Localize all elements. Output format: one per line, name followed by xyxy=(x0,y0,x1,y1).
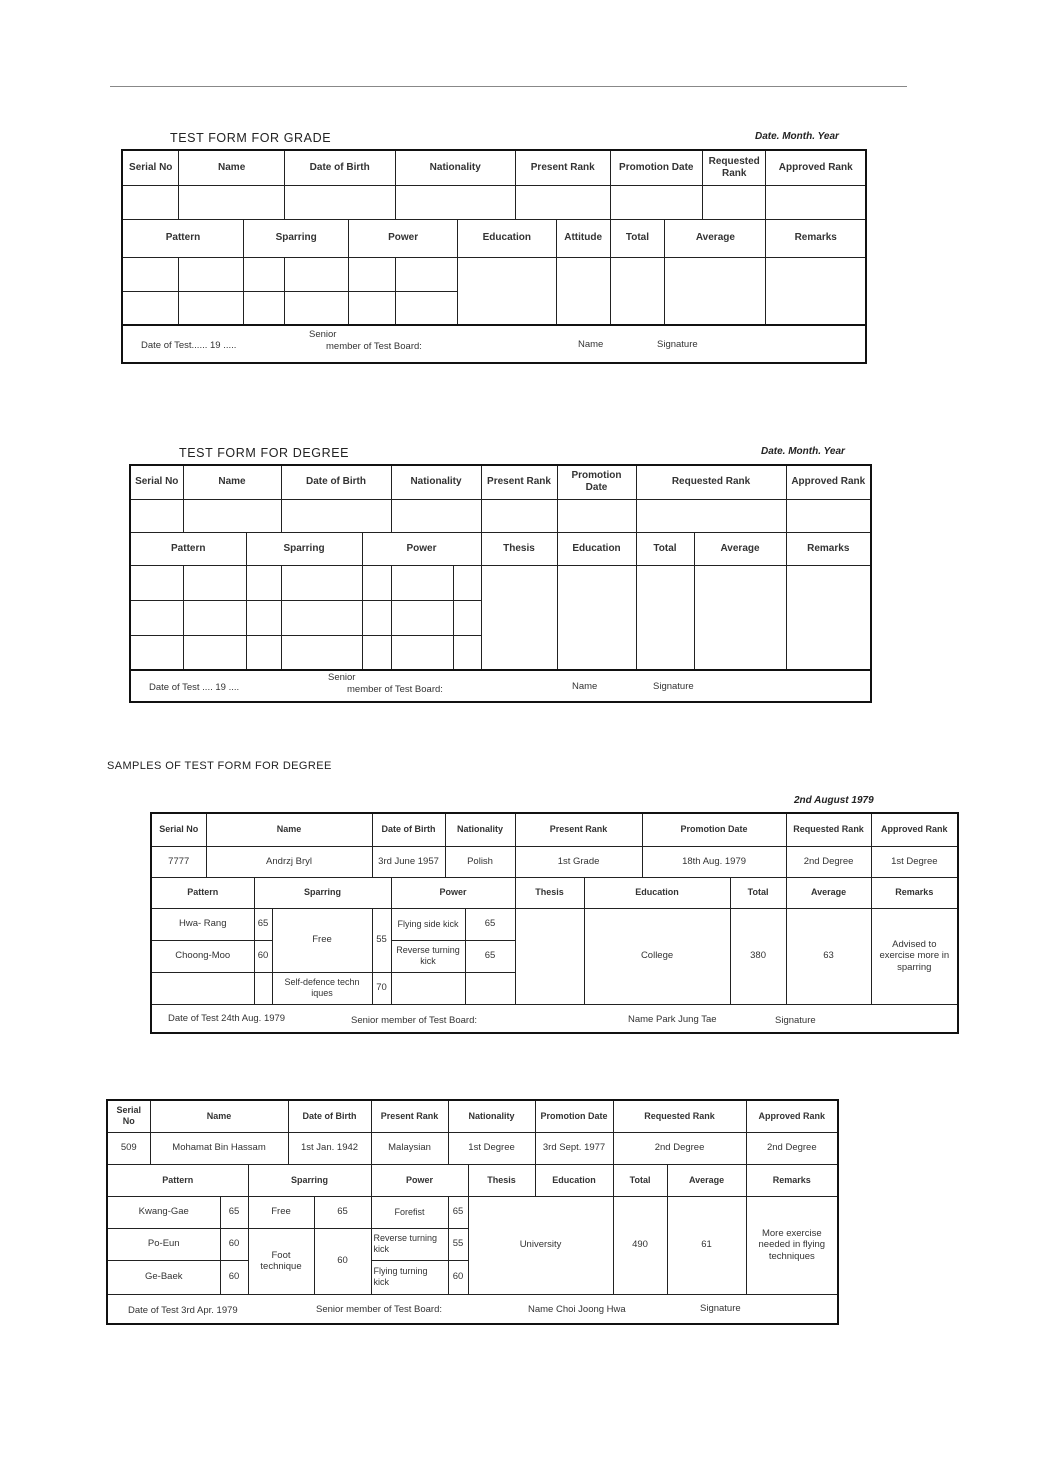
degree-score-sparring: Sparring xyxy=(246,532,362,565)
s1-value-present-rank: 1st Grade xyxy=(515,846,642,877)
s2-value-nationality: 1st Degree xyxy=(448,1132,535,1164)
s2-value-name: Mohamat Bin Hassam xyxy=(150,1132,288,1164)
s1-power-2-score: 65 xyxy=(465,940,515,972)
s2-header-approved-rank: Approved Rank xyxy=(746,1100,838,1132)
s1-score-remarks: Remarks xyxy=(871,877,958,908)
s2-remarks-value: More exercise needed in flying techniques xyxy=(746,1196,838,1294)
s1-header-serial: Serial No xyxy=(151,813,206,846)
s1-header-nationality: Nationality xyxy=(445,813,515,846)
grade-header-name: Name xyxy=(179,150,284,185)
s1-power-2-name: Reverse turning kick xyxy=(391,940,465,972)
s2-power-1-score: 65 xyxy=(448,1196,468,1228)
s2-score-thesis: Thesis xyxy=(468,1164,535,1196)
s1-header-name: Name xyxy=(206,813,372,846)
grade-header-serial: Serial No xyxy=(122,150,179,185)
sample1-date: 2nd August 1979 xyxy=(794,795,874,806)
s2-power-2-name: Reverse turning kick xyxy=(371,1228,448,1260)
s1-pattern-1-score: 65 xyxy=(254,908,272,940)
s2-header-nationality: Nationality xyxy=(448,1100,535,1132)
s2-pattern-2-name: Po-Eun xyxy=(107,1228,220,1260)
s2-pattern-1-name: Kwang-Gae xyxy=(107,1196,220,1228)
degree-score-remarks: Remarks xyxy=(786,532,871,565)
grade-header-nationality: Nationality xyxy=(395,150,515,185)
s1-header-dob: Date of Birth xyxy=(372,813,445,846)
degree-form-date-caption: Date. Month. Year xyxy=(761,446,845,457)
grade-score-remarks: Remarks xyxy=(766,219,866,257)
s1-header-promotion-date: Promotion Date xyxy=(642,813,786,846)
s2-footer-date: Date of Test 3rd Apr. 1979 xyxy=(128,1304,238,1316)
grade-score-sparring: Sparring xyxy=(243,219,348,257)
sample1-table xyxy=(150,812,959,1034)
s2-header-present-rank: Present Rank xyxy=(371,1100,448,1132)
degree-score-pattern: Pattern xyxy=(130,532,246,565)
s2-pattern-2-score: 60 xyxy=(220,1228,248,1260)
s2-pattern-1-score: 65 xyxy=(220,1196,248,1228)
s2-average-value: 61 xyxy=(667,1196,746,1294)
s1-footer-name: Name Park Jung Tae xyxy=(628,1013,717,1025)
degree-header-approved-rank: Approved Rank xyxy=(786,465,871,499)
s1-value-nationality: Polish xyxy=(445,846,515,877)
s1-footer-signature: Signature xyxy=(775,1014,816,1026)
s2-value-promotion-date: 3rd Sept. 1977 xyxy=(535,1132,613,1164)
s1-remarks-value: Advised to exercise more in sparring xyxy=(871,908,958,1004)
s1-footer-senior: Senior member of Test Board: xyxy=(351,1014,478,1026)
sample2-table xyxy=(106,1099,839,1325)
s1-score-total: Total xyxy=(730,877,786,908)
s2-education-value: University xyxy=(468,1196,613,1294)
grade-form-table xyxy=(121,149,867,364)
s2-power-3-name: Flying turning kick xyxy=(371,1260,448,1294)
degree-header-dob: Date of Birth xyxy=(281,465,391,499)
grade-header-dob: Date of Birth xyxy=(284,150,395,185)
grade-header-approved-rank: Approved Rank xyxy=(766,150,866,185)
s1-header-requested-rank: Requested Rank xyxy=(786,813,871,846)
degree-footer-senior: Senior xyxy=(328,672,356,683)
s1-thesis-cell xyxy=(515,908,584,1004)
samples-heading: SAMPLES OF TEST FORM FOR DEGREE xyxy=(107,760,332,772)
s1-total-value: 380 xyxy=(730,908,786,1004)
grade-footer-name: Name xyxy=(578,339,604,350)
degree-form-table xyxy=(129,464,872,703)
s1-score-pattern: Pattern xyxy=(151,877,254,908)
s2-header-promotion-date: Promotion Date xyxy=(535,1100,613,1132)
s1-pattern-2-name: Choong-Moo xyxy=(151,940,254,972)
s1-score-thesis: Thesis xyxy=(515,877,584,908)
degree-score-thesis: Thesis xyxy=(481,532,557,565)
s2-sparring-2-name: Foot technique xyxy=(248,1228,314,1294)
degree-score-education: Education xyxy=(557,532,636,565)
s2-footer-signature: Signature xyxy=(700,1302,741,1314)
s2-sparring-1-name: Free xyxy=(248,1196,314,1228)
s2-footer-name: Name Choi Joong Hwa xyxy=(528,1303,626,1315)
s1-value-dob: 3rd June 1957 xyxy=(372,846,445,877)
s2-header-dob: Date of Birth xyxy=(288,1100,371,1132)
degree-footer-member: member of Test Board: xyxy=(347,684,443,695)
degree-header-requested-rank: Requested Rank xyxy=(636,465,786,499)
s2-header-serial: Serial No xyxy=(107,1100,150,1132)
s2-value-dob: 1st Jan. 1942 xyxy=(288,1132,371,1164)
s1-average-value: 63 xyxy=(786,908,871,1004)
degree-header-promotion-date: Promotion Date xyxy=(557,465,636,499)
s2-sparring-2-score: 60 xyxy=(314,1228,371,1294)
grade-score-power: Power xyxy=(349,219,458,257)
s2-pattern-3-score: 60 xyxy=(220,1260,248,1294)
s2-score-pattern: Pattern xyxy=(107,1164,248,1196)
s2-value-approved-rank: 2nd Degree xyxy=(746,1132,838,1164)
grade-score-pattern: Pattern xyxy=(122,219,243,257)
s1-score-power: Power xyxy=(391,877,515,908)
s1-header-present-rank: Present Rank xyxy=(515,813,642,846)
grade-header-requested-rank: Requested Rank xyxy=(703,150,766,185)
s2-score-power: Power xyxy=(371,1164,468,1196)
s2-power-3-score: 60 xyxy=(448,1260,468,1294)
grade-score-total: Total xyxy=(610,219,665,257)
degree-footer-date: Date of Test .... 19 .... xyxy=(149,682,240,693)
s2-value-requested-rank: 2nd Degree xyxy=(613,1132,746,1164)
s2-total-value: 490 xyxy=(613,1196,667,1294)
degree-footer-signature: Signature xyxy=(653,681,694,692)
grade-score-attitude: Attitude xyxy=(556,219,610,257)
s1-value-promotion-date: 18th Aug. 1979 xyxy=(642,846,786,877)
s2-value-present-rank: Malaysian xyxy=(371,1132,448,1164)
s2-sparring-1-score: 65 xyxy=(314,1196,371,1228)
s1-footer-date: Date of Test 24th Aug. 1979 xyxy=(168,1012,286,1024)
s2-power-2-score: 55 xyxy=(448,1228,468,1260)
grade-header-promotion-date: Promotion Date xyxy=(610,150,702,185)
s2-pattern-3-name: Ge-Baek xyxy=(107,1260,220,1294)
grade-footer-member: member of Test Board: xyxy=(326,341,422,352)
degree-score-total: Total xyxy=(636,532,694,565)
s1-score-average: Average xyxy=(786,877,871,908)
grade-form-date-caption: Date. Month. Year xyxy=(755,131,839,142)
s1-pattern-2-score: 60 xyxy=(254,940,272,972)
s2-score-remarks: Remarks xyxy=(746,1164,838,1196)
s1-power-1-score: 65 xyxy=(465,908,515,940)
s1-value-approved-rank: 1st Degree xyxy=(871,846,958,877)
degree-footer-name: Name xyxy=(572,681,598,692)
grade-score-education: Education xyxy=(457,219,556,257)
degree-score-average: Average xyxy=(694,532,786,565)
s1-pattern-1-name: Hwa- Rang xyxy=(151,908,254,940)
grade-footer-date: Date of Test...... 19 ..... xyxy=(141,340,237,351)
s2-header-requested-rank: Requested Rank xyxy=(613,1100,746,1132)
s2-value-serial: 509 xyxy=(107,1132,150,1164)
degree-header-serial: Serial No xyxy=(130,465,183,499)
s1-score-education: Education xyxy=(584,877,730,908)
s2-score-education: Education xyxy=(535,1164,613,1196)
degree-header-nationality: Nationality xyxy=(391,465,481,499)
s1-education-value: College xyxy=(584,908,730,1004)
s1-power-1-name: Flying side kick xyxy=(391,908,465,940)
degree-header-present-rank: Present Rank xyxy=(481,465,557,499)
degree-score-power: Power xyxy=(362,532,481,565)
s1-value-serial: 7777 xyxy=(151,846,206,877)
s2-score-sparring: Sparring xyxy=(248,1164,371,1196)
s2-footer-senior: Senior member of Test Board: xyxy=(316,1303,443,1315)
grade-footer-senior: Senior xyxy=(309,329,337,340)
grade-score-average: Average xyxy=(665,219,766,257)
s2-score-average: Average xyxy=(667,1164,746,1196)
s1-value-name: Andrzj Bryl xyxy=(206,846,372,877)
s1-sparring-2-score: 70 xyxy=(372,972,391,1004)
grade-footer-signature: Signature xyxy=(657,339,698,350)
s1-value-requested-rank: 2nd Degree xyxy=(786,846,871,877)
s1-sparring-2-name: Self-defence techn iques xyxy=(272,972,372,1004)
degree-form-title: TEST FORM FOR DEGREE xyxy=(179,446,350,460)
degree-header-name: Name xyxy=(183,465,281,499)
s2-power-1-name: Forefist xyxy=(371,1196,448,1228)
s1-sparring-1-score: 55 xyxy=(372,908,391,972)
s2-score-total: Total xyxy=(613,1164,667,1196)
grade-form-title: TEST FORM FOR GRADE xyxy=(170,131,332,145)
s1-score-sparring: Sparring xyxy=(254,877,391,908)
top-rule xyxy=(110,86,907,87)
s1-sparring-1-name: Free xyxy=(272,908,372,972)
grade-header-present-rank: Present Rank xyxy=(515,150,610,185)
s1-header-approved-rank: Approved Rank xyxy=(871,813,958,846)
s2-header-name: Name xyxy=(150,1100,288,1132)
